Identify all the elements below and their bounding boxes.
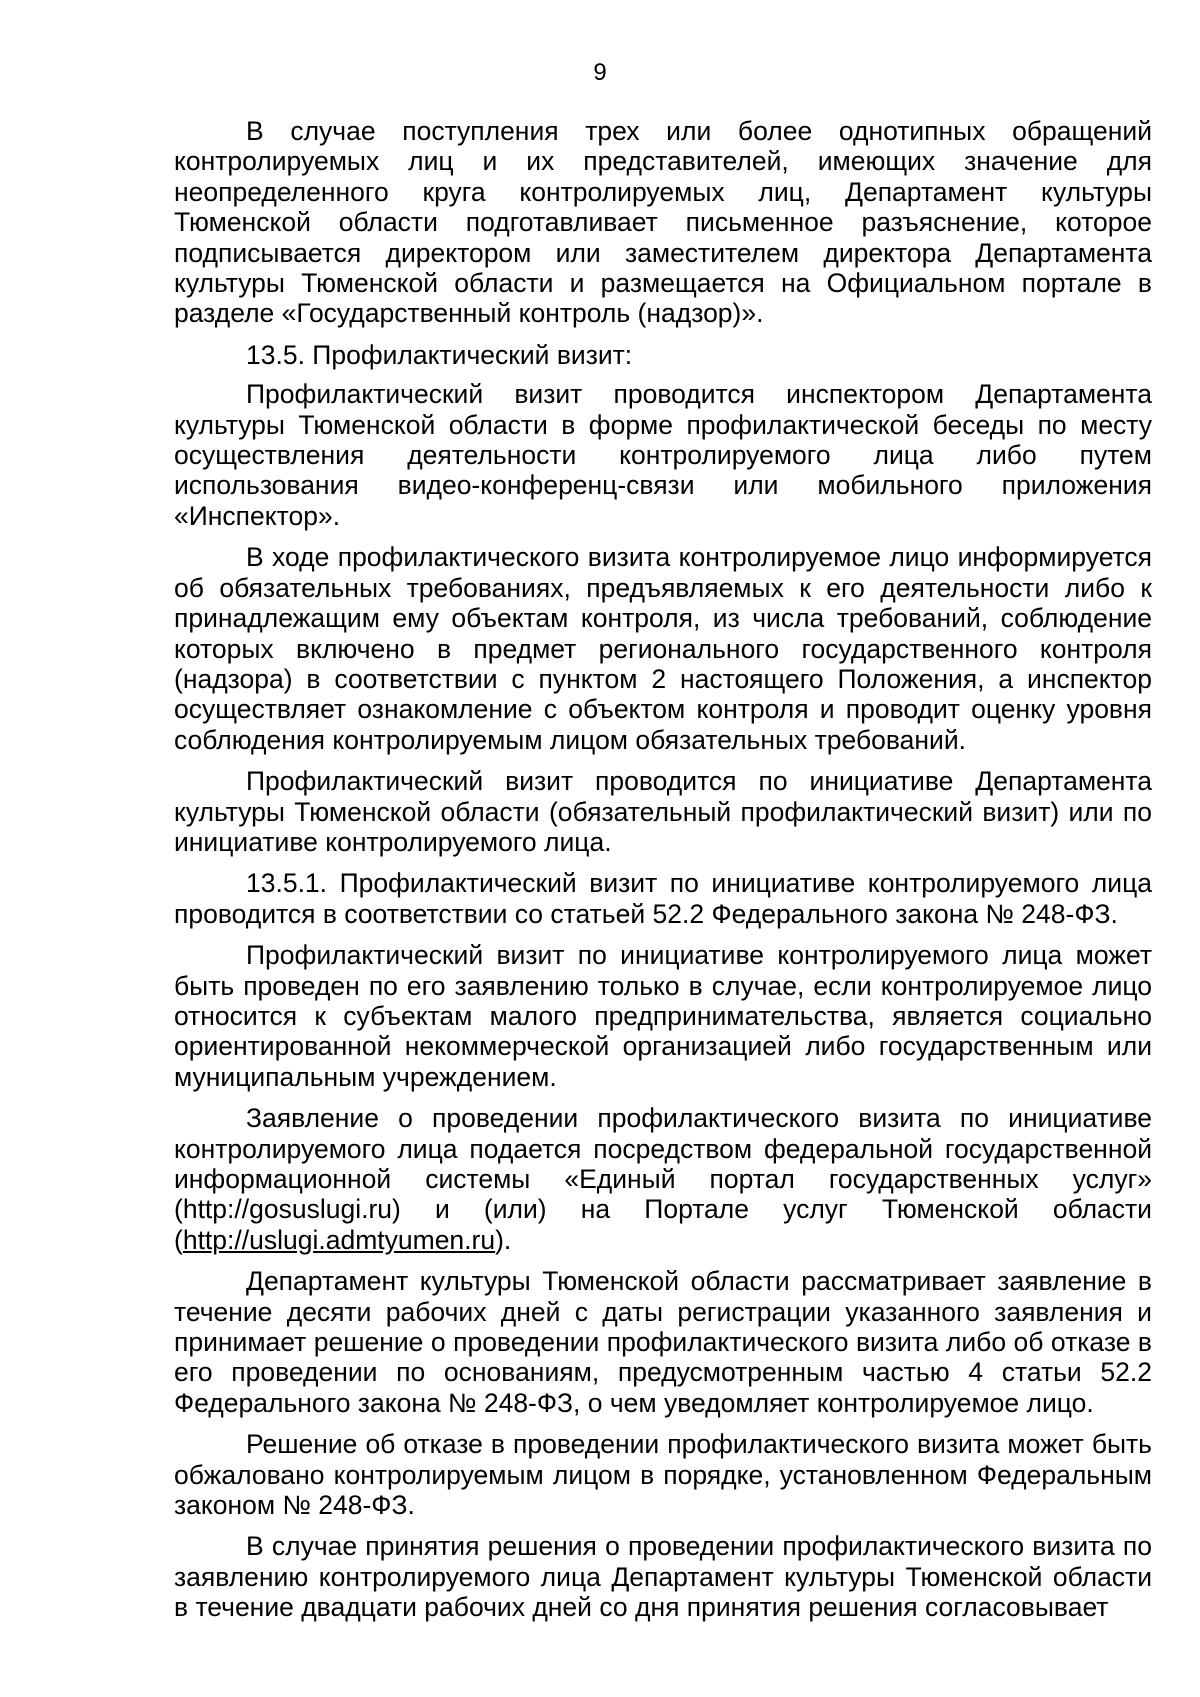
- section-13-5-1: 13.5.1. Профилактический визит по инициативе контролируемого лица проводится в соответствии со статьей 52.2 Федерального закона № 248-ФЗ.: [174, 868, 1152, 929]
- section-heading-13-5: 13.5. Профилактический визит:: [246, 339, 633, 370]
- paragraph-approval: В случае принятия решения о проведении профилактического визита по заявлению контролируемого лица Департамент культуры Тюменской области в течение двадцати рабочих дней со дня принятия решения согласовывает: [174, 1531, 1152, 1623]
- application-text-end: ).: [495, 1224, 512, 1255]
- paragraph-visit-initiative: Профилактический визит проводится по инициативе Департамента культуры Тюменской области (обязательный профилактический визит) или по инициативе контролируемого лица.: [174, 766, 1152, 857]
- application-text: Заявление о проведении профилактического визита по инициативе контролируемого лица подается посредством федеральной государственной информационной системы «Единый портал государственных услуг» (http://gosuslugi.ru) и (или) на Портале услуг Тюменской области (: [174, 1103, 1152, 1255]
- paragraph-appeal: Решение об отказе в проведении профилактического визита может быть обжаловано контролируемым лицом в порядке, установленном Федеральным законом № 248-ФЗ.: [174, 1429, 1152, 1521]
- uslugi-link[interactable]: http://uslugi.admtyumen.ru: [182, 1224, 496, 1255]
- paragraph-application: [174, 1103, 1152, 1255]
- page-number: 9: [593, 59, 607, 86]
- paragraph-clarification: В случае поступления трех или более однотипных обращений контролируемых лиц и их представителей, имеющих значение для неопределенного круга контролируемых лиц, Департамент культуры Тюменской области подготавливает письменное разъяснение, которое подписывается директором или заместителем директора Департамента культуры Тюменской области и размещается на Официальном портале в разделе «Государственный контроль (надзор)».: [174, 116, 1152, 329]
- paragraph-visit-format: Профилактический визит проводится инспектором Департамента культуры Тюменской области в форме профилактической беседы по месту осуществления деятельности контролируемого лица либо путем использования видео-конференц-связи или мобильного приложения «Инспектор».: [174, 379, 1152, 531]
- paragraph-visit-content: В ходе профилактического визита контролируемое лицо информируется об обязательных требованиях, предъявляемых к его деятельности либо к принадлежащим ему объектам контроля, из числа требований, соблюдение которых включено в предмет регионального государственного контроля (надзора) в соответствии с пунктом 2 настоящего Положения, а инспектор осуществляет ознакомление с объектом контроля и проводит оценку уровня соблюдения контролируемым лицом обязательных требований.: [174, 542, 1152, 755]
- paragraph-eligibility: Профилактический визит по инициативе контролируемого лица может быть проведен по его заявлению только в случае, если контролируемое лицо относится к субъектам малого предпринимательства, является социально ориентированной некоммерческой организацией либо государственным или муниципальным учреждением.: [174, 940, 1152, 1092]
- document-body: [174, 116, 1152, 1634]
- paragraph-review: Департамент культуры Тюменской области рассматривает заявление в течение десяти рабочих дней с даты регистрации указанного заявления и принимает решение о проведении профилактического визита либо об отказе в его проведении по основаниям, предусмотренным частью 4 статьи 52.2 Федерального закона № 248-ФЗ, о чем уведомляет контролируемое лицо.: [174, 1266, 1152, 1418]
